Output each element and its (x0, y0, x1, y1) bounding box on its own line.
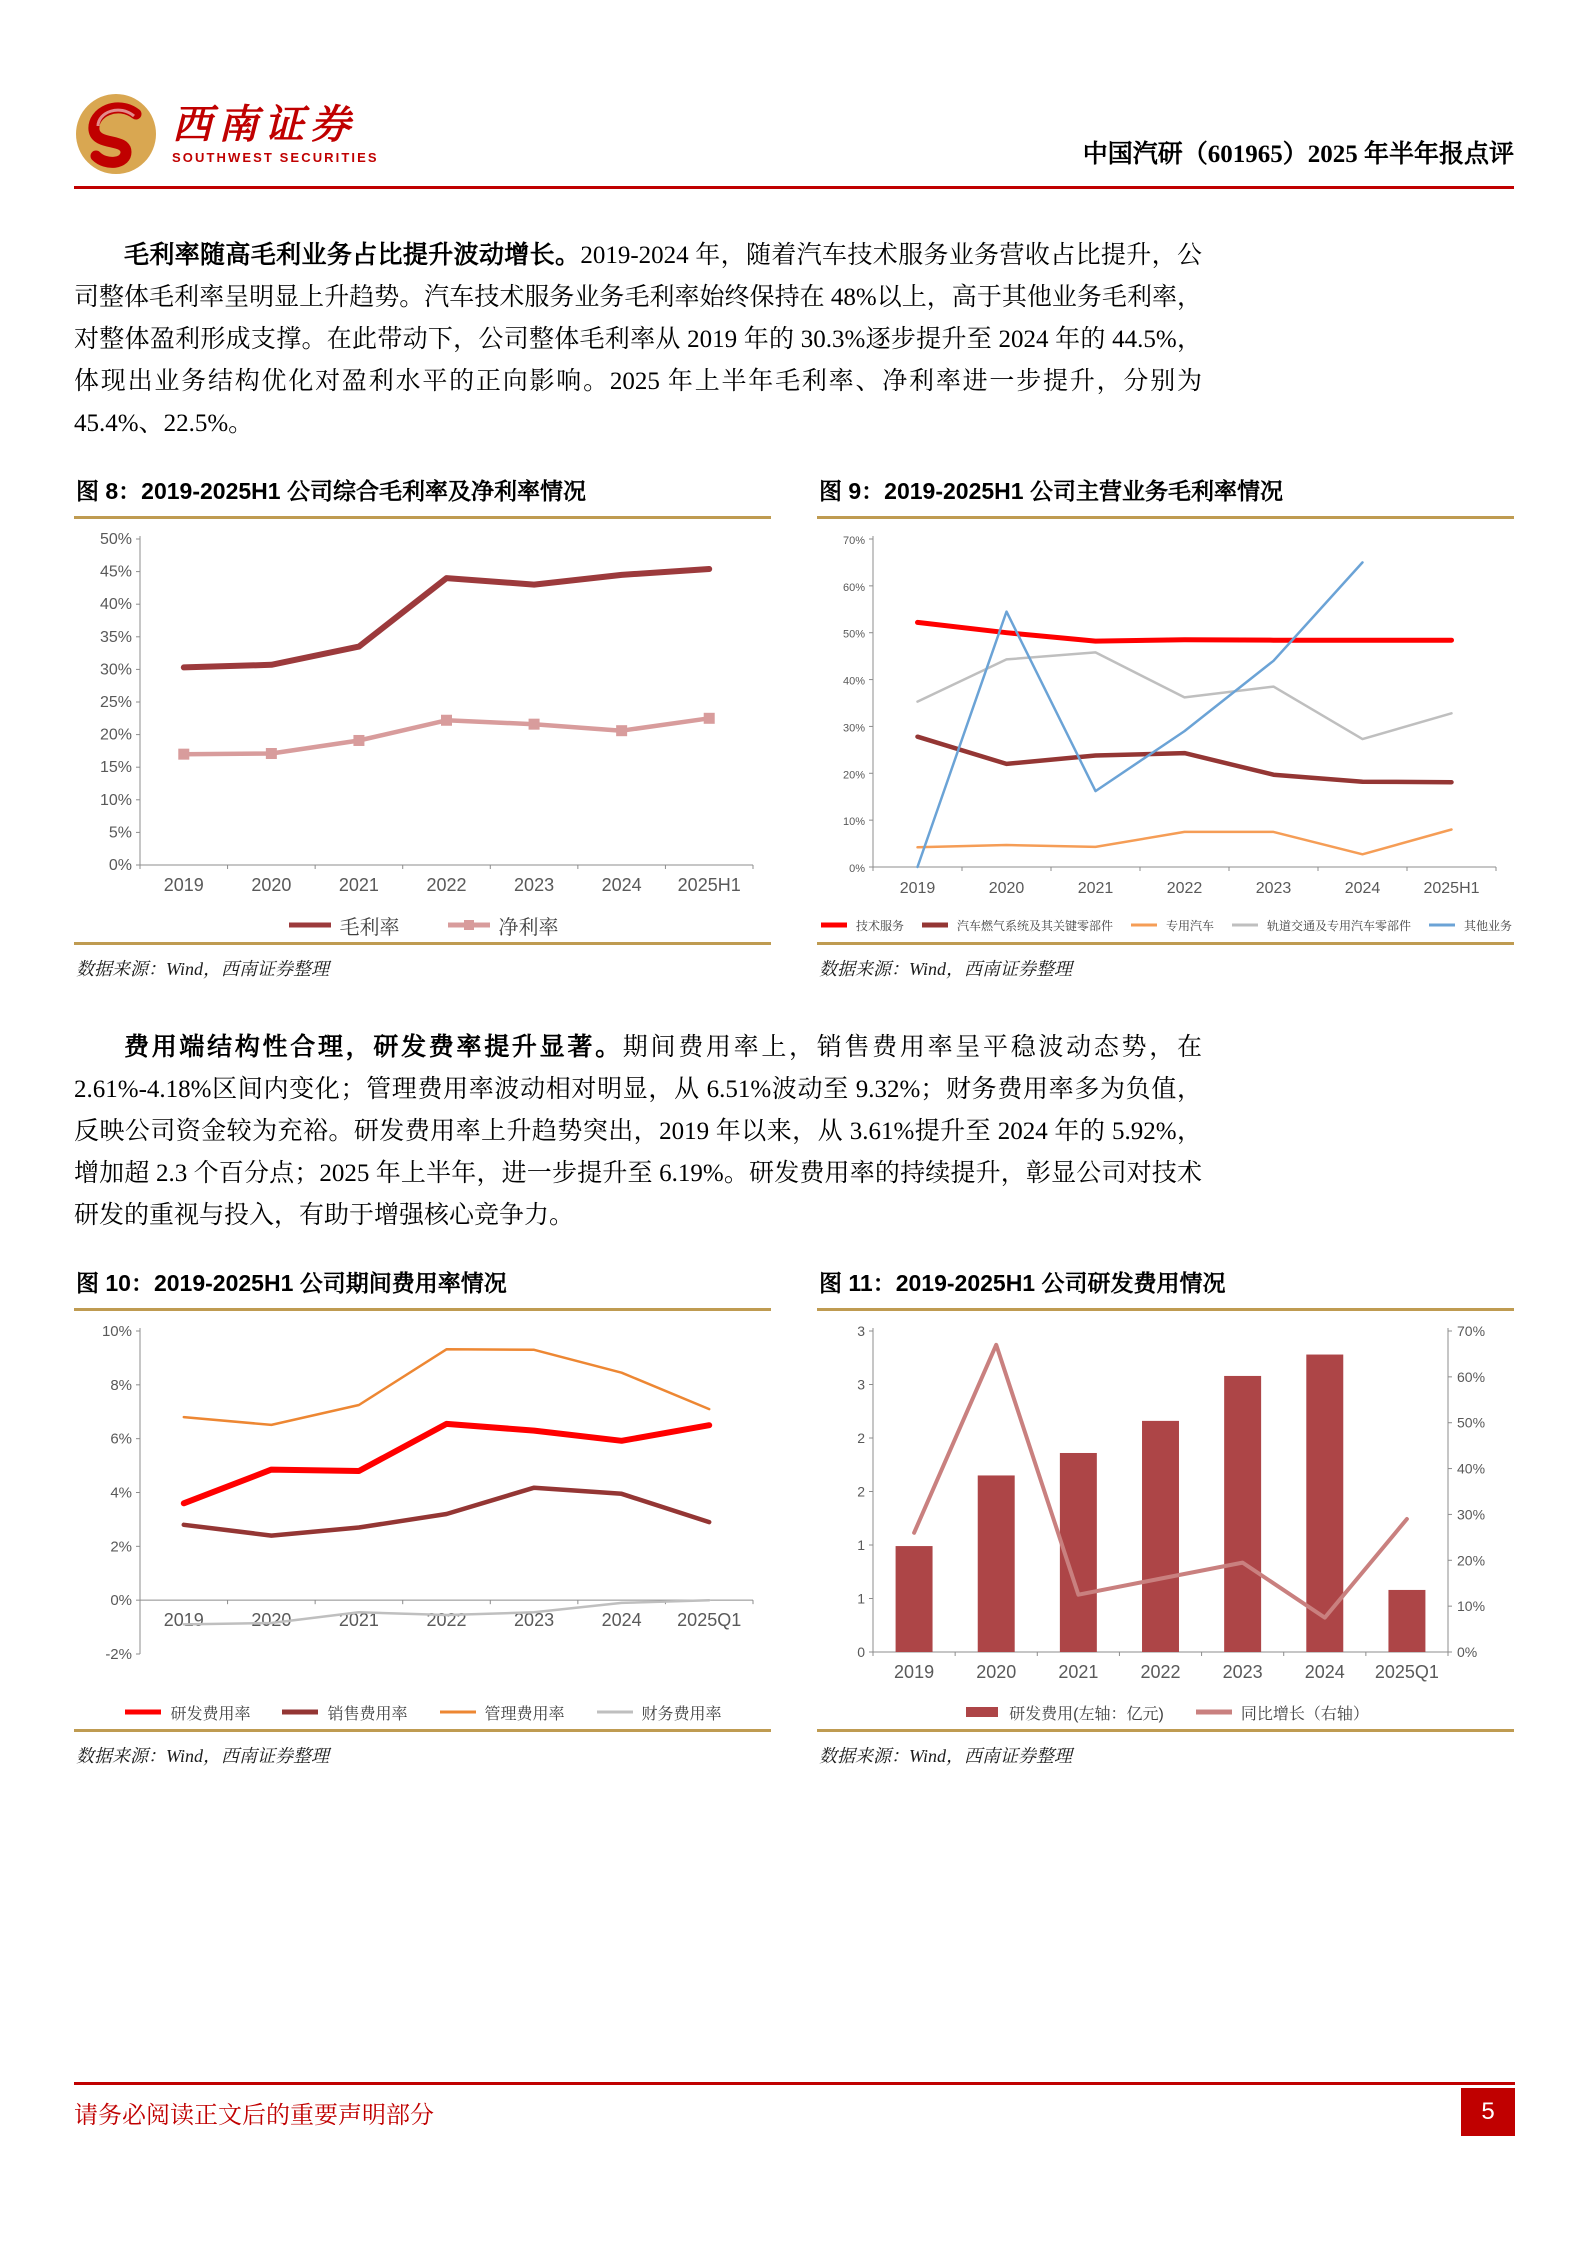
svg-text:2025H1: 2025H1 (1423, 880, 1480, 897)
legend-swatch-icon (920, 918, 950, 932)
figure-10-chart-wrap (74, 1311, 771, 1729)
legend-item (819, 917, 904, 934)
figure-9 (817, 473, 1514, 981)
svg-text:2020: 2020 (251, 875, 292, 895)
figure-row-2 (74, 1265, 1514, 1768)
figure-11-legend (817, 1695, 1514, 1729)
svg-text:60%: 60% (1457, 1368, 1486, 1385)
svg-text:6%: 6% (110, 1430, 132, 1448)
svg-text:50%: 50% (99, 531, 132, 548)
svg-text:2023: 2023 (1255, 880, 1292, 897)
paragraph-1-lead: 毛利率随高毛利业务占比提升波动增长。 (124, 242, 581, 269)
svg-text:2: 2 (857, 1430, 865, 1446)
legend-swatch-icon (1194, 1705, 1234, 1719)
svg-text:10%: 10% (842, 816, 865, 829)
svg-text:2%: 2% (110, 1538, 132, 1556)
footer-disclaimer: 请务必阅读正文后的重要声明部分 (74, 2103, 434, 2129)
paragraph-1-body: 2019-2024 年，随着汽车技术服务业务营收占比提升，公司整体毛利率呈明显上升趋势。汽车技术服务业务毛利率始终保持在 48%以上，高于其他业务毛利率，对整体盈利形成支撑。在此带动下，公司整体毛利率从 2019 年的 30.3%逐步提升至 2024 年的 44.5%，体现出业务结构优化对盈利水平的正向影响。2025 年上半年毛利率、净利率进一步提升，分别为 45.4%、22.5%。 (74, 242, 1202, 437)
figure-11-source: 数据来源：Wind，西南证券整理 (819, 1746, 1073, 1766)
svg-text:35%: 35% (99, 628, 132, 646)
legend-label: 净利率 (498, 916, 559, 939)
figure-9-title: 图 9：2019-2025H1 公司主营业务毛利率情况 (819, 478, 1283, 504)
figure-10 (74, 1265, 771, 1768)
figure-8-chart-wrap (74, 519, 771, 942)
svg-text:4%: 4% (110, 1484, 132, 1502)
paragraph-2-lead: 费用端结构性合理，研发费率提升显著。 (124, 1034, 623, 1061)
svg-text:2020: 2020 (251, 1610, 292, 1631)
legend-swatch-icon (962, 1705, 1002, 1719)
chart-rd-expense (817, 1315, 1514, 1690)
legend-item (1427, 917, 1512, 934)
svg-text:40%: 40% (1457, 1460, 1486, 1477)
svg-text:2023: 2023 (514, 1610, 555, 1631)
svg-text:10%: 10% (101, 1323, 132, 1340)
legend-label: 研发费用(左轴：亿元) (1009, 1705, 1164, 1723)
svg-text:1: 1 (857, 1590, 865, 1607)
legend-item (1194, 1701, 1369, 1724)
svg-text:2: 2 (857, 1483, 865, 1500)
svg-text:2019: 2019 (163, 875, 204, 895)
page-number-badge: 5 (1461, 2088, 1515, 2136)
svg-text:2025Q1: 2025Q1 (1374, 1662, 1439, 1682)
svg-text:2021: 2021 (338, 875, 379, 895)
chart-margin-netmargin (74, 523, 771, 903)
legend-swatch-icon (438, 1705, 478, 1719)
svg-text:2020: 2020 (988, 880, 1025, 897)
svg-text:2023: 2023 (514, 875, 555, 895)
footer-divider (74, 2082, 1515, 2085)
legend-item (920, 917, 1113, 934)
figure-9-chart-wrap (817, 519, 1514, 942)
figure-11-chart-wrap (817, 1311, 1514, 1729)
paragraph-expense-ratio (74, 1027, 1202, 1237)
svg-text:70%: 70% (842, 535, 865, 547)
svg-text:20%: 20% (99, 726, 132, 744)
legend-label: 销售费用率 (327, 1705, 408, 1723)
figure-11 (817, 1265, 1514, 1768)
legend-label: 同比增长（右轴） (1240, 1705, 1369, 1723)
svg-text:5%: 5% (108, 824, 132, 842)
header-divider (74, 186, 1514, 189)
svg-text:20%: 20% (1457, 1552, 1486, 1569)
svg-text:2023: 2023 (1222, 1662, 1263, 1682)
figure-10-legend (74, 1695, 771, 1729)
svg-text:0: 0 (857, 1644, 865, 1660)
legend-item (1230, 917, 1411, 934)
svg-text:15%: 15% (99, 759, 132, 777)
svg-text:50%: 50% (842, 628, 865, 641)
legend-swatch-icon (1129, 918, 1159, 932)
legend-swatch-icon (446, 918, 492, 932)
company-logo (74, 92, 379, 176)
svg-text:0%: 0% (108, 857, 132, 874)
svg-text:-2%: -2% (105, 1646, 132, 1663)
logo-name-cn: 西南证券 (172, 101, 356, 147)
chart-segment-margins (817, 523, 1514, 903)
svg-text:2021: 2021 (1058, 1662, 1099, 1682)
svg-text:2024: 2024 (601, 875, 642, 895)
legend-swatch-icon (123, 1705, 163, 1719)
legend-label: 研发费用率 (170, 1705, 251, 1723)
legend-swatch-icon (287, 918, 333, 932)
legend-label: 毛利率 (339, 916, 400, 939)
svg-text:0%: 0% (1457, 1644, 1478, 1660)
svg-text:30%: 30% (99, 661, 132, 679)
svg-text:3: 3 (857, 1323, 865, 1339)
svg-text:2020: 2020 (976, 1662, 1017, 1682)
svg-text:2024: 2024 (1344, 880, 1381, 897)
legend-item (123, 1701, 250, 1724)
legend-item (595, 1701, 722, 1724)
svg-text:2022: 2022 (426, 875, 467, 895)
paragraph-gross-margin (74, 235, 1202, 445)
svg-text:70%: 70% (1457, 1323, 1486, 1339)
figure-11-title: 图 11：2019-2025H1 公司研发费用情况 (819, 1270, 1226, 1296)
svg-text:0%: 0% (849, 863, 865, 875)
chart-expense-ratios (74, 1315, 771, 1690)
figure-8-source: 数据来源：Wind，西南证券整理 (76, 959, 330, 979)
legend-swatch-icon (1230, 918, 1260, 932)
legend-item (287, 911, 400, 940)
svg-text:3: 3 (857, 1376, 865, 1393)
figure-8-legend (74, 908, 771, 942)
figure-8 (74, 473, 771, 981)
legend-item (446, 911, 559, 940)
figure-row-1 (74, 473, 1514, 981)
legend-item (1129, 917, 1214, 934)
svg-text:10%: 10% (1457, 1598, 1486, 1615)
legend-item (962, 1701, 1164, 1724)
report-title: 中国汽研（601965）2025 年半年报点评 (1082, 141, 1514, 168)
svg-text:40%: 40% (842, 675, 865, 688)
legend-swatch-icon (595, 1705, 635, 1719)
svg-text:2022: 2022 (1166, 880, 1203, 897)
legend-item (438, 1701, 565, 1724)
svg-text:2019: 2019 (163, 1610, 204, 1631)
svg-text:2024: 2024 (601, 1610, 642, 1631)
legend-label: 汽车燃气系统及其关键零部件 (956, 918, 1113, 933)
svg-text:2022: 2022 (426, 1610, 467, 1631)
figure-10-source: 数据来源：Wind，西南证券整理 (76, 1746, 330, 1766)
svg-text:20%: 20% (842, 769, 865, 782)
svg-text:2022: 2022 (1140, 1662, 1181, 1682)
figure-9-source: 数据来源：Wind，西南证券整理 (819, 959, 1073, 979)
svg-text:2025Q1: 2025Q1 (677, 1610, 742, 1631)
svg-text:50%: 50% (1457, 1414, 1486, 1431)
svg-text:40%: 40% (99, 596, 132, 614)
svg-text:10%: 10% (99, 791, 132, 809)
legend-label: 轨道交通及专用汽车零部件 (1267, 918, 1412, 933)
legend-swatch-icon (819, 918, 849, 932)
logo-globe-icon (74, 92, 158, 176)
page-footer (74, 2082, 1515, 2130)
svg-text:25%: 25% (99, 694, 132, 711)
legend-label: 其他业务 (1464, 918, 1513, 933)
legend-label: 管理费用率 (484, 1705, 565, 1723)
svg-text:2025H1: 2025H1 (677, 875, 741, 895)
figure-8-title: 图 8：2019-2025H1 公司综合毛利率及净利率情况 (76, 478, 586, 504)
legend-item (280, 1701, 407, 1724)
svg-text:45%: 45% (99, 563, 132, 581)
svg-text:2019: 2019 (899, 880, 936, 897)
svg-text:60%: 60% (842, 581, 865, 594)
logo-text (172, 101, 379, 165)
figure-10-title: 图 10：2019-2025H1 公司期间费用率情况 (76, 1270, 507, 1296)
svg-text:1: 1 (857, 1537, 865, 1553)
logo-name-en: SOUTHWEST SECURITIES (172, 149, 379, 165)
svg-text:8%: 8% (110, 1376, 132, 1394)
figure-9-legend (817, 908, 1514, 942)
legend-label: 专用汽车 (1165, 918, 1214, 933)
svg-text:30%: 30% (842, 722, 865, 735)
svg-text:2021: 2021 (338, 1610, 379, 1631)
legend-swatch-icon (280, 1705, 320, 1719)
svg-text:2024: 2024 (1304, 1662, 1345, 1682)
legend-label: 财务费用率 (641, 1705, 722, 1723)
svg-text:0%: 0% (110, 1592, 132, 1610)
paragraph-2-body: 期间费用率上，销售费用率呈平稳波动态势，在 2.61%-4.18%区间内变化；管理费用率波动相对明显，从 6.51%波动至 9.32%；财务费用率多为负值，反映公司资金较为充裕。研发费用率上升趋势突出，2019 年以来，从 3.61%提升至 2024 年的 5.92%，增加超 2.3 个百分点；2025 年上半年，进一步提升至 6.19%。研发费用率的持续提升，彰显公司对技术研发的重视与投入，有助于增强核心竞争力。 (74, 1034, 1202, 1229)
svg-text:2019: 2019 (894, 1662, 935, 1682)
svg-text:2021: 2021 (1077, 880, 1114, 897)
content-area (74, 0, 1514, 1768)
page-header (74, 92, 1514, 176)
svg-text:30%: 30% (1457, 1506, 1486, 1523)
legend-label: 技术服务 (855, 918, 904, 933)
legend-swatch-icon (1427, 918, 1457, 932)
